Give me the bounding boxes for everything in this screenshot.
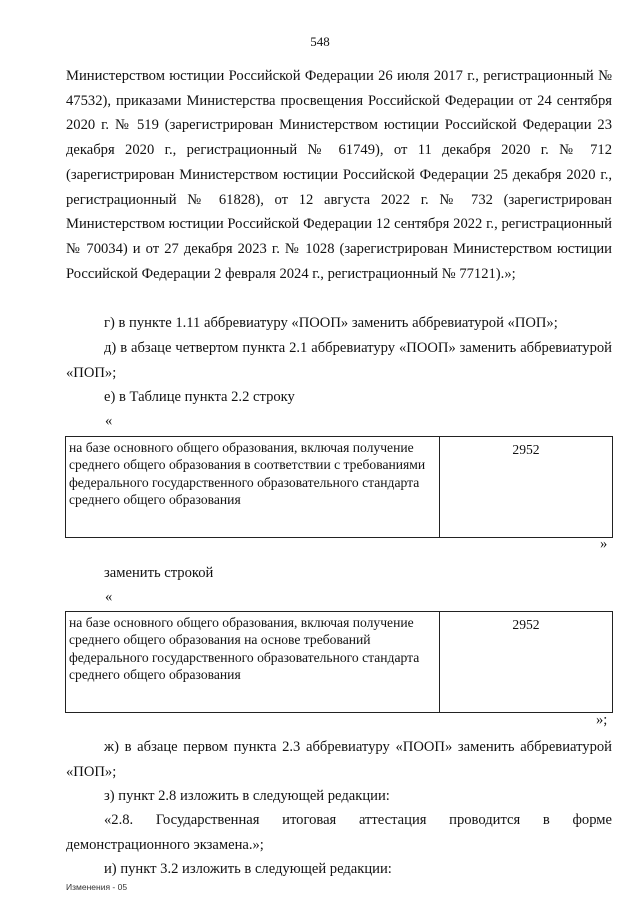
paragraph-quote-2-8: [66, 808, 612, 857]
paragraph-replace-with: [66, 561, 612, 586]
table-new-value: 2952: [440, 612, 613, 713]
paragraph-item-d: [66, 336, 612, 385]
paragraph-item-i: [66, 857, 612, 882]
item-i-text: и) пункт 3.2 изложить в следующей редакции:: [104, 861, 392, 877]
table-old-open-quote: «: [105, 413, 113, 429]
paragraph-item-g: [66, 311, 612, 336]
table-old-row: [65, 436, 613, 538]
paragraph-item-z: [66, 784, 612, 809]
paragraph-continuation: [66, 64, 612, 286]
paragraph-item-zh: [66, 735, 612, 784]
page-number: 548: [310, 34, 330, 49]
table-row: [66, 437, 613, 538]
replace-with-text: заменить строкой: [104, 565, 214, 581]
footer-revision-label: Изменения - 05: [66, 882, 128, 892]
table-new-description: на базе основного общего образования, включая получение среднего общего образования на основе требований федерального государственного образовательного стандарта среднего общего образования: [66, 612, 440, 713]
item-e-text: е) в Таблице пункта 2.2 строку: [104, 389, 295, 405]
table-old-description: на базе основного общего образования, включая получение среднего общего образования в соответствии с требованиями федерального государственного образовательного стандарта среднего общего образования: [66, 437, 440, 538]
table-new-open-quote: «: [105, 589, 113, 605]
item-zh-text: ж) в абзаце первом пункта 2.3 аббревиатуру «ПООП» заменить аббревиатурой «ПОП»;: [66, 739, 612, 780]
table-new-close-quote: »;: [596, 712, 608, 728]
table-old-value: 2952: [440, 437, 613, 538]
item-z-text: з) пункт 2.8 изложить в следующей редакции:: [104, 788, 390, 804]
table-old-close-quote: »: [600, 536, 608, 552]
item-g-text: г) в пункте 1.11 аббревиатуру «ПООП» заменить аббревиатурой «ПОП»;: [104, 315, 558, 331]
paragraph-amendment-list: Министерством юстиции Российской Федерации 26 июля 2017 г., регистрационный № 47532), приказами Министерства просвещения Российской Федерации от 24 сентября 2020 г. № 519 (зарегистрирован Министерством юстиции Российской Федерации 23 декабря 2020 г., регистрационный № 61749), от 11 декабря 2020 г. № 712 (зарегистрирован Министерством юстиции Российской Федерации 25 декабря 2020 г., регистрационный № 61828), от 12 августа 2022 г. № 732 (зарегистрирован Министерством юстиции Российской Федерации 12 сентября 2022 г., регистрационный № 70034) и от 27 декабря 2023 г. № 1028 (зарегистрирован Министерством юстиции Российской Федерации 2 февраля 2024 г., регистрационный № 77121).»;: [66, 68, 612, 282]
item-d-text: д) в абзаце четвертом пункта 2.1 аббревиатуру «ПООП» заменить аббревиатурой «ПОП»;: [66, 340, 612, 381]
table-row: [66, 612, 613, 713]
quote-2-8-text: «2.8. Государственная итоговая аттестация проводится в форме демонстрационного экзамена.»;: [66, 812, 612, 853]
table-new-row: [65, 611, 613, 713]
paragraph-item-e: [66, 385, 612, 410]
